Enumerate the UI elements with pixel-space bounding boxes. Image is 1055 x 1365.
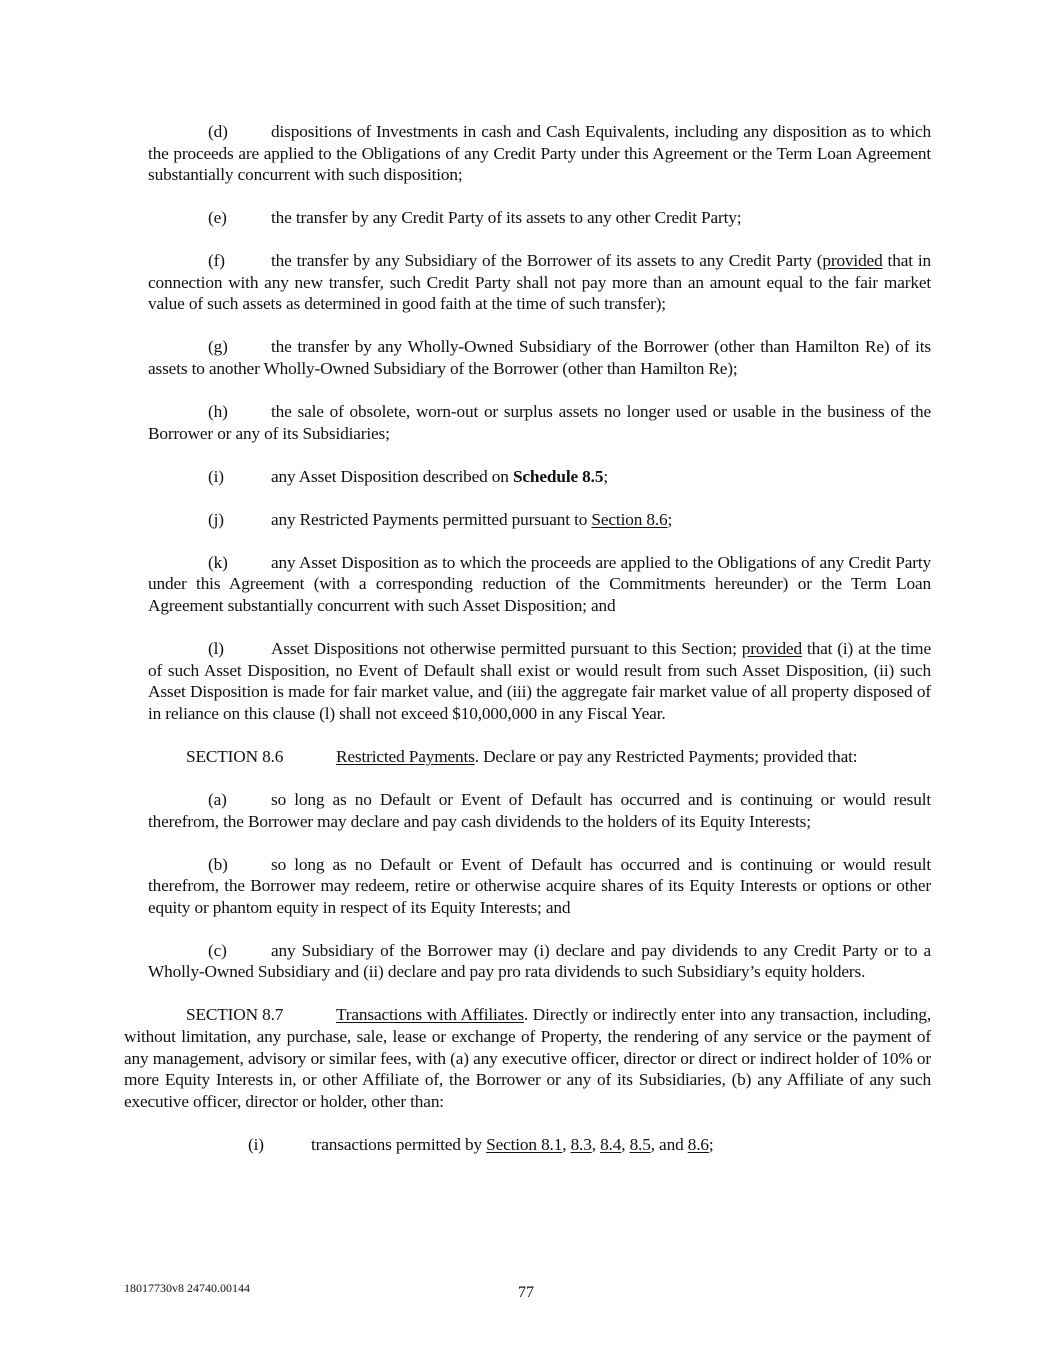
paragraph-text: ; <box>708 1134 714 1154</box>
paragraph-label: (i) <box>248 1134 264 1154</box>
paragraph-label: SECTION 8.7 <box>186 1005 284 1025</box>
bold-text: Schedule 8.5 <box>512 466 604 486</box>
paragraph <box>148 940 931 983</box>
document-body <box>0 121 1055 1177</box>
page-number: 77 <box>518 1284 534 1301</box>
paragraph-label: (a) <box>208 789 227 809</box>
cross-reference: provided <box>822 251 883 271</box>
paragraph <box>148 789 931 832</box>
paragraph-label: (e) <box>208 208 227 228</box>
cross-reference: 8.6 <box>687 1134 709 1154</box>
paragraph-text: the transfer by any Wholly-Owned Subsidiary of the Borrower (other than Hamilton Re) of its assets to another Wholly-Owned Subsidiary of the Borrower (other than Hamilton Re); <box>148 337 931 379</box>
paragraph-label: SECTION 8.6 <box>186 746 284 766</box>
paragraph-text: that (i) at the time of such Asset Disposition, no Event of Default shall exist or would result from such Asset Disposition, (ii) such Asset Disposition is made for fair market value, and (iii) the aggregate fair market value of all property disposed of in reliance on this clause (l) shall not exceed $10,000,000 in any Fiscal Year. <box>148 639 931 723</box>
paragraph-label: (i) <box>208 466 224 486</box>
paragraph-label: (h) <box>208 402 228 422</box>
paragraph <box>148 401 931 444</box>
paragraph-text: . Declare or pay any Restricted Payments; provided that: <box>474 746 858 766</box>
paragraph-text: transactions permitted by <box>311 1134 487 1154</box>
paragraph-label: (g) <box>208 337 228 357</box>
paragraph-label: (l) <box>208 639 224 659</box>
cross-reference: 8.4 <box>600 1134 622 1154</box>
paragraph <box>148 638 931 724</box>
paragraph-text: any Asset Disposition as to which the proceeds are applied to the Obligations of any Credit Party under this Agreement (with a corresponding reduction of the Commitments hereunder) or the Term Loan Agreement substantially concurrent with such Asset Disposition; and <box>148 552 931 616</box>
paragraph-label: (k) <box>208 552 228 572</box>
cross-reference: Transactions with Affiliates <box>336 1005 524 1025</box>
paragraph <box>148 250 931 315</box>
paragraph-text: , <box>562 1134 571 1154</box>
cross-reference: Section 8.1 <box>486 1134 563 1154</box>
paragraph-text: ; <box>603 466 608 486</box>
paragraph <box>148 552 931 617</box>
paragraph-text: any Restricted Payments permitted pursuant to <box>271 509 592 529</box>
paragraph-text: the transfer by any Subsidiary of the Borrower of its assets to any Credit Party ( <box>271 251 823 271</box>
paragraph <box>248 1134 931 1156</box>
paragraph-text: Asset Dispositions not otherwise permitted pursuant to this Section; <box>271 639 742 659</box>
paragraph <box>148 746 931 768</box>
paragraph-text: . Directly or indirectly enter into any transaction, including, without limitation, any purchase, sale, lease or exchange of Property, the rendering of any service or the payment of any management, advisory or similar fees, with (a) any executive officer, director or direct or indirect holder of 10% or more Equity Interests in, or other Affiliate of, the Borrower or any of its Subsidiaries, (b) any Affiliate of any such executive officer, director or holder, other than: <box>124 1005 931 1111</box>
paragraph-text: so long as no Default or Event of Default has occurred and is continuing or would result therefrom, the Borrower may declare and pay cash dividends to the holders of its Equity Interests; <box>148 789 931 831</box>
paragraph <box>148 207 931 229</box>
paragraph-text: any Asset Disposition described on <box>271 466 513 486</box>
paragraph-text: any Subsidiary of the Borrower may (i) declare and pay dividends to any Credit Party or to a Wholly-Owned Subsidiary and (ii) declare and pay pro rata dividends to such Subsidiary’s equity holders. <box>148 940 931 982</box>
cross-reference: Section 8.6 <box>591 509 668 529</box>
paragraph-label: (f) <box>208 251 225 271</box>
cross-reference: 8.5 <box>629 1134 651 1154</box>
paragraph <box>148 509 931 531</box>
paragraph-label: (j) <box>208 509 224 529</box>
paragraph-text: the transfer by any Credit Party of its assets to any other Credit Party; <box>271 208 742 228</box>
paragraph-text: , <box>621 1134 630 1154</box>
paragraph-text: that in connection with any new transfer, such Credit Party shall not pay more than an amount equal to the fair market value of such assets as determined in good faith at the time of such transfer); <box>148 251 932 314</box>
paragraph-text: so long as no Default or Event of Default has occurred and is continuing or would result therefrom, the Borrower may redeem, retire or otherwise acquire shares of its Equity Interests or options or other equity or phantom equity in respect of its Equity Interests; and <box>148 854 931 917</box>
paragraph <box>148 336 931 379</box>
paragraph-label: (b) <box>208 854 228 874</box>
paragraph-label: (d) <box>208 122 228 141</box>
cross-reference: provided <box>741 639 802 659</box>
cross-reference: 8.3 <box>570 1134 592 1154</box>
paragraph-text: the sale of obsolete, worn-out or surplus assets no longer used or usable in the business of the Borrower or any of its Subsidiaries; <box>148 402 931 443</box>
paragraph-label: (c) <box>208 940 227 960</box>
paragraph-text: dispositions of Investments in cash and Cash Equivalents, including any disposition as to which the proceeds are applied to the Obligations of any Credit Party under this Agreement or the Term Loan Agreement substantially concurrent with such disposition; <box>148 122 931 185</box>
document-id: 18017730v8 24740.00144 <box>124 1281 250 1295</box>
paragraph <box>148 121 931 186</box>
paragraph-text: , <box>591 1134 601 1154</box>
paragraph <box>148 854 931 919</box>
paragraph <box>148 466 931 488</box>
paragraph-text: , and <box>650 1134 688 1154</box>
cross-reference: Restricted Payments <box>336 746 475 766</box>
paragraph <box>124 1004 931 1112</box>
paragraph-text: ; <box>667 509 673 529</box>
